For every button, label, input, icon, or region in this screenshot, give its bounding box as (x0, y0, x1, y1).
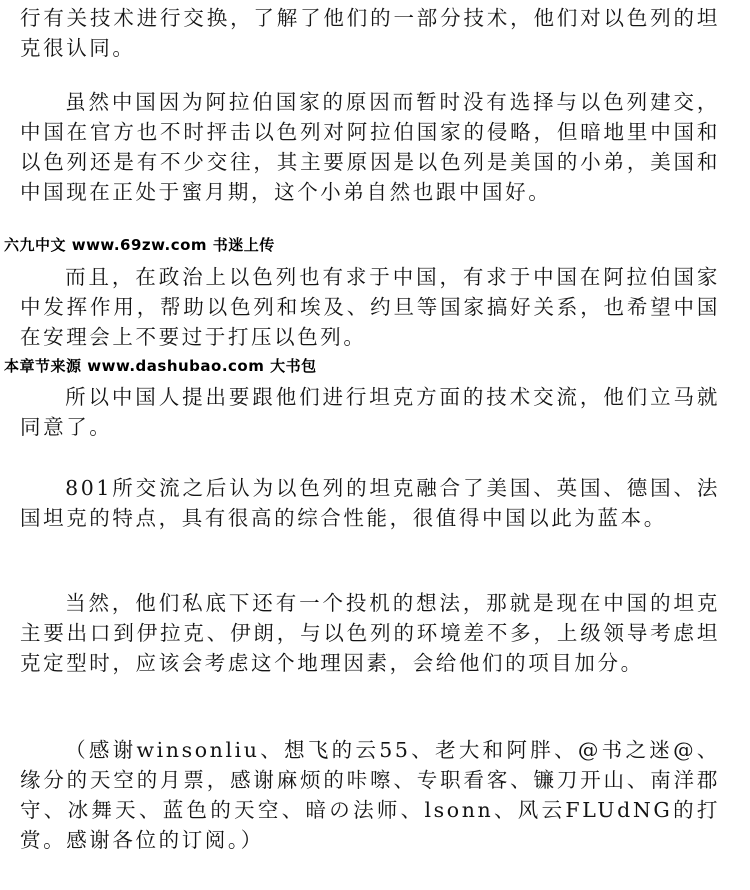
paragraph-3: 而且，在政治上以色列也有求于中国，有求于中国在阿拉伯国家中发挥作用，帮助以色列和埃及、约旦等国家搞好关系，也希望中国在安理会上不要过于打压以色列。 (20, 265, 720, 349)
paragraph-4: 所以中国人提出要跟他们进行坦克方面的技术交流，他们立马就同意了。 (20, 385, 720, 439)
watermark-dashubao: 本章节来源 www.dashubao.com 大书包 (4, 357, 317, 375)
paragraph-7-acknowledgements: （感谢winsonliu、想飞的云55、老大和阿胖、@书之迷@、缘分的天空的月票，感谢麻烦的咔嚓、专职看客、镰刀开山、南洋郡守、冰舞天、蓝色的天空、暗の法师、lsonn、风云FLUdNG的打赏。感谢各位的订阅。） (20, 738, 720, 852)
paragraph-5: 801所交流之后认为以色列的坦克融合了美国、英国、德国、法国坦克的特点，具有很高的综合性能，很值得中国以此为蓝本。 (20, 476, 720, 530)
watermark-69zw: 六九中文 www.69zw.com 书迷上传 (4, 236, 275, 254)
paragraph-2: 虽然中国因为阿拉伯国家的原因而暂时没有选择与以色列建交，中国在官方也不时抨击以色列对阿拉伯国家的侵略，但暗地里中国和以色列还是有不少交往，其主要原因是以色列是美国的小弟，美国和中国现在正处于蜜月期，这个小弟自然也跟中国好。 (20, 90, 720, 204)
paragraph-1: 行有关技术进行交换，了解了他们的一部分技术，他们对以色列的坦克很认同。 (20, 6, 720, 60)
paragraph-6: 当然，他们私底下还有一个投机的想法，那就是现在中国的坦克主要出口到伊拉克、伊朗，与以色列的环境差不多，上级领导考虑坦克定型时，应该会考虑这个地理因素，会给他们的项目加分。 (20, 591, 720, 675)
